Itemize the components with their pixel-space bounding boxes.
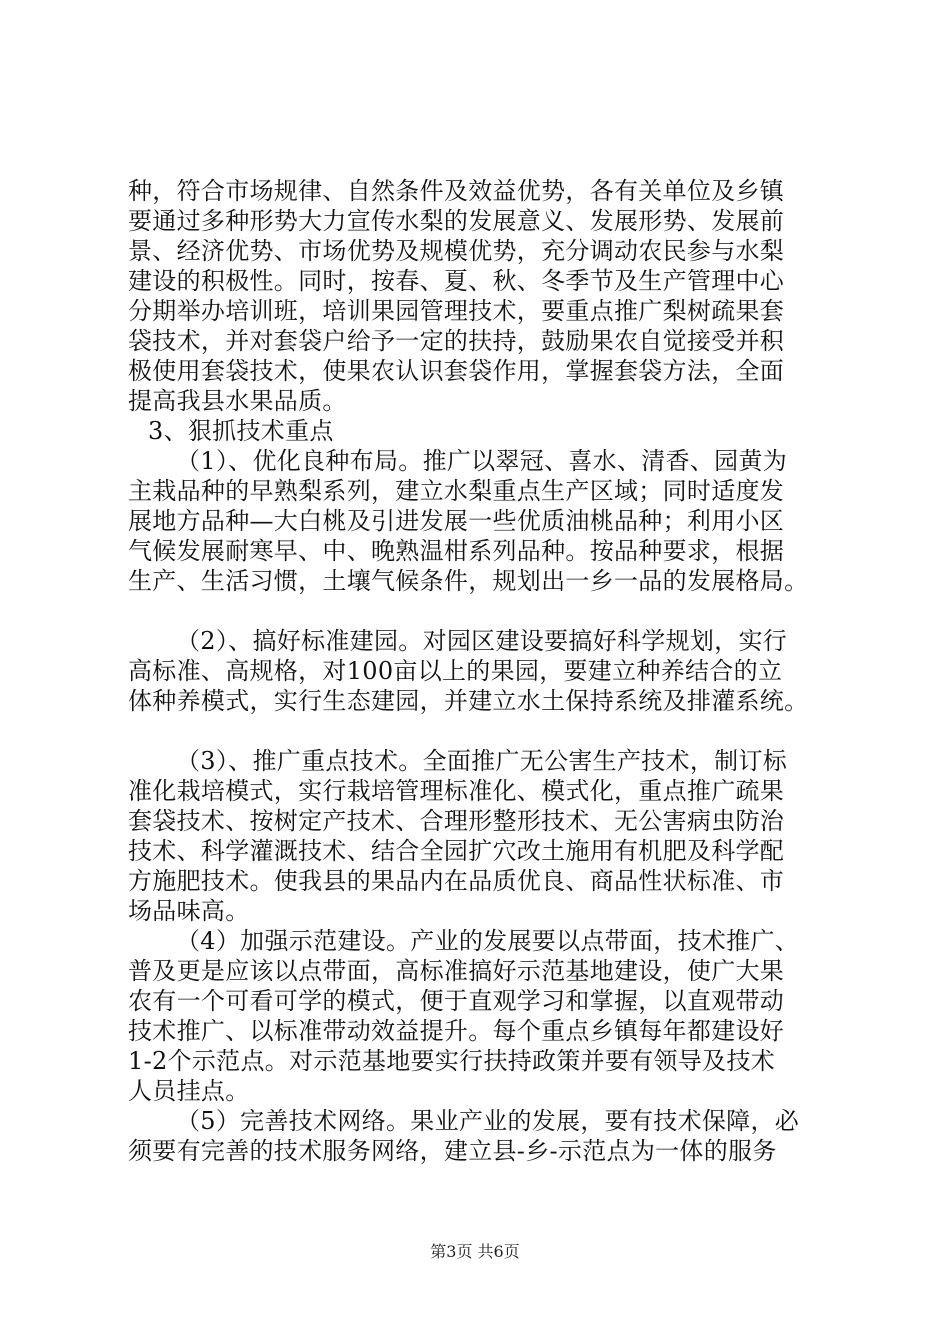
text-line: 分期举办培训班，培训果园管理技术，要重点推广梨树疏果套	[128, 297, 785, 325]
text-line: 技术、科学灌溉技术、结合全园扩穴改土施用有机肥及科学配	[128, 837, 785, 865]
text-line: 人员挂点。	[128, 1077, 250, 1105]
text-line: 1-2个示范点。对示范基地要实行扶持政策并要有领导及技术	[128, 1047, 776, 1075]
text-line: 极使用套袋技术，使果农认识套袋作用，掌握套袋方法，全面	[128, 357, 785, 385]
text-line: 准化栽培模式，实行栽培管理标准化、模式化，重点推广疏果	[128, 777, 785, 805]
text-line: 方施肥技术。使我县的果品内在品质优良、商品性状标准、市	[128, 867, 785, 895]
text-line: （4）加强示范建设。产业的发展要以点带面，技术推广、	[176, 927, 800, 955]
text-line: 场品味高。	[128, 897, 250, 925]
text-line: 套袋技术、按树定产技术、合理形整形技术、无公害病虫防治	[128, 807, 785, 835]
section-heading: 3、狠抓技术重点	[148, 417, 334, 445]
text-line: 展地方品种—大白桃及引进发展一些优质油桃品种；利用小区	[128, 507, 785, 535]
text-line: 须要有完善的技术服务网络，建立县-乡-示范点为一体的服务	[128, 1137, 777, 1165]
text-line: 建设的积极性。同时，按春、夏、秋、冬季节及生产管理中心	[128, 267, 785, 295]
text-line: （2）、搞好标准建园。对园区建设要搞好科学规划，实行	[176, 627, 788, 655]
text-line: 主栽品种的早熟梨系列，建立水梨重点生产区域；同时适度发	[128, 477, 785, 505]
paragraph-gap	[128, 596, 848, 626]
page-number-footer: 第3页 共6页	[430, 1242, 520, 1261]
paragraph-gap	[128, 716, 848, 746]
text-line: 种，符合市场规律、自然条件及效益优势，各有关单位及乡镇	[128, 177, 785, 205]
text-line: （5）完善技术网络。果业产业的发展，要有技术保障，必	[176, 1107, 800, 1135]
text-line: 普及更是应该以点带面，高标准搞好示范基地建设，使广大果	[128, 957, 785, 985]
text-line: 要通过多种形势大力宣传水梨的发展意义、发展形势、发展前	[128, 207, 785, 235]
text-line: 景、经济优势、市场优势及规模优势，充分调动农民参与水梨	[128, 237, 785, 265]
text-line: 生产、生活习惯，土壤气候条件，规划出一乡一品的发展格局。	[128, 567, 809, 595]
text-line: 农有一个可看可学的模式，便于直观学习和掌握，以直观带动	[128, 987, 785, 1015]
text-line: 提高我县水果品质。	[128, 387, 347, 415]
text-line: （3）、推广重点技术。全面推广无公害生产技术，制订标	[176, 747, 788, 775]
text-line: 袋技术，并对套袋户给予一定的扶持，鼓励果农自觉接受并积	[128, 327, 785, 355]
text-line: （1）、优化良种布局。推广以翠冠、喜水、清香、园黄为	[176, 447, 788, 475]
text-line: 气候发展耐寒早、中、晚熟温柑系列品种。按品种要求，根据	[128, 537, 785, 565]
text-line: 技术推广、以标准带动效益提升。每个重点乡镇每年都建设好	[128, 1017, 785, 1045]
body-text	[128, 176, 848, 1166]
text-line: 体种养模式，实行生态建园，并建立水土保持系统及排灌系统。	[128, 687, 809, 715]
text-line: 高标准、高规格，对100亩以上的果园，要建立种养结合的立	[128, 657, 783, 685]
